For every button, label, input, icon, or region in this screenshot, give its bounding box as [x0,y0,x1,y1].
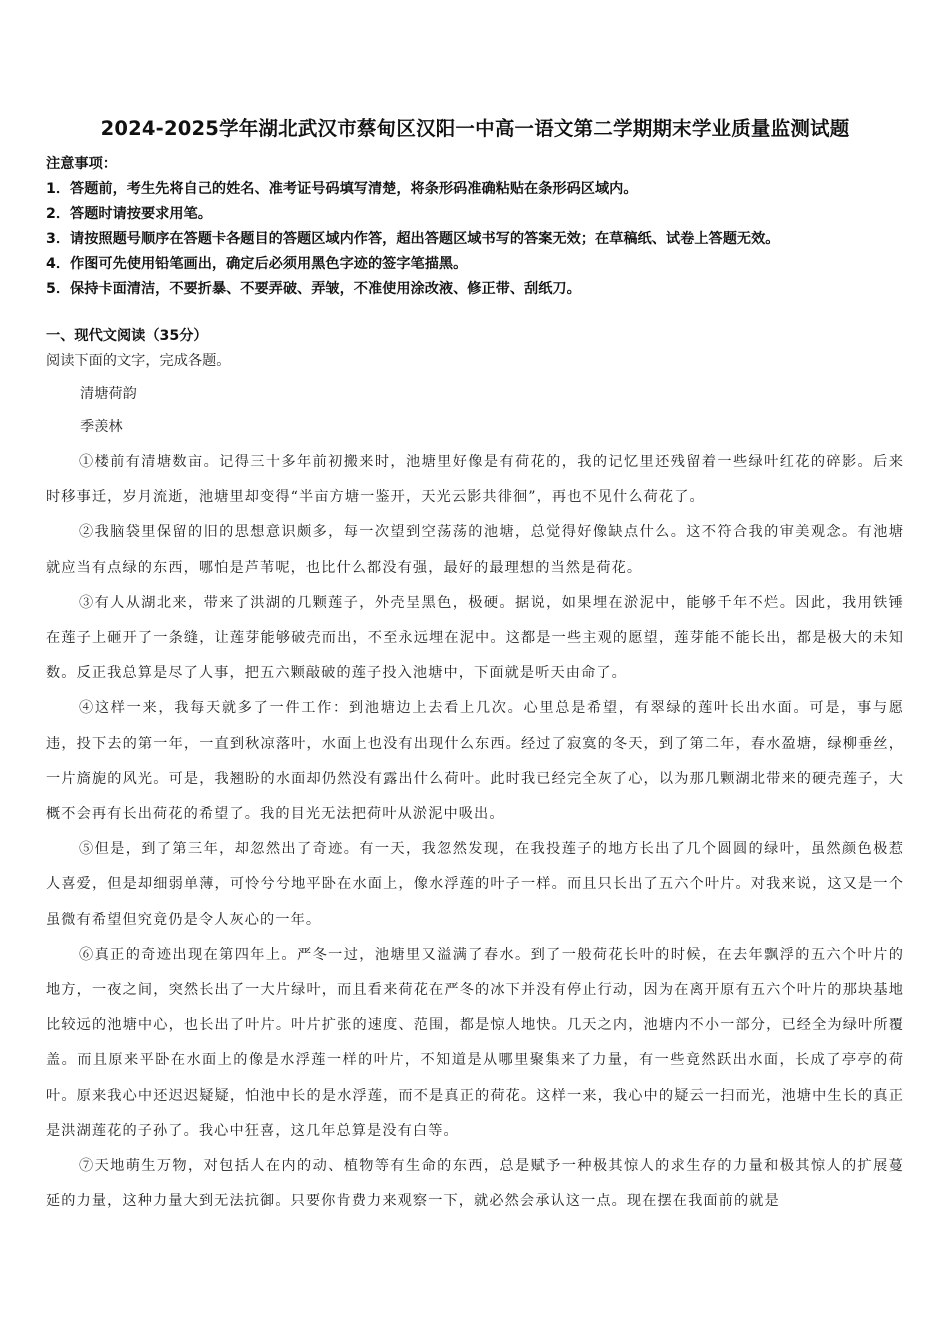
article-paragraph: ⑤但是，到了第三年，却忽然出了奇迹。有一天，我忽然发现，在我投莲子的地方长出了几个圆圆的绿叶，虽然颜色极惹人喜爱，但是却细弱单薄，可怜兮兮地平卧在水面上，像水浮莲的叶子一样。而且只长出了五六个叶片。对我来说，这又是一个虽微有希望但究竟仍是令人灰心的一年。 [46,841,904,928]
article-paragraph: ④这样一来，我每天就多了一件工作：到池塘边上去看上几次。心里总是希望，有翠绿的莲叶长出水面。可是，事与愿违，投下去的第一年，一直到秋凉落叶，水面上也没有出现什么东西。经过了寂寞的冬天，到了第二年，春水盈塘，绿柳垂丝，一片旖旎的风光。可是，我翘盼的水面却仍然没有露出什么荷叶。此时我已经完全灰了心，以为那几颗湖北带来的硬壳莲子，大概不会再有长出荷花的希望了。我的目光无法把荷叶从淤泥中吸出。 [46,700,904,823]
article-paragraph: ②我脑袋里保留的旧的思想意识颇多，每一次望到空荡荡的池塘，总觉得好像缺点什么。这不符合我的审美观念。有池塘就应当有点绿的东西，哪怕是芦苇呢，也比什么都没有强，最好的最理想的当然是荷花。 [46,524,904,576]
page-title: 2024-2025学年湖北武汉市蔡甸区汉阳一中高一语文第二学期期末学业质量监测试题 [100,117,850,140]
notice-item: 4．作图可先使用铅笔画出，确定后必须用黑色字迹的签字笔描黑。 [46,256,468,272]
article-title: 清塘荷韵 [80,386,137,402]
notice-item: 2．答题时请按要求用笔。 [46,206,212,222]
article-paragraph: ⑦天地萌生万物，对包括人在内的动、植物等有生命的东西，总是赋予一种极其惊人的求生存的力量和极其惊人的扩展蔓延的力量，这种力量大到无法抗御。只要你肯费力来观察一下，就必然会承认这一点。现在摆在我面前的就是 [46,1158,904,1210]
article-body [46,445,904,1219]
notice-heading: 注意事项： [46,156,117,172]
article-paragraph: ①楼前有清塘数亩。记得三十多年前初搬来时，池塘里好像是有荷花的，我的记忆里还残留着一些绿叶红花的碎影。后来时移事迁，岁月流逝，池塘里却变得“半亩方塘一鉴开，天光云影共徘徊”，再也不见什么荷花了。 [46,454,904,506]
notice-item: 1．答题前，考生先将自己的姓名、准考证号码填写清楚，将条形码准确粘贴在条形码区域内。 [46,181,638,197]
article-author: 季羡林 [80,419,123,435]
notice-block [46,152,916,302]
notice-item: 5．保持卡面清洁，不要折暴、不要弄破、弄皱，不准使用涂改液、修正带、刮纸刀。 [46,281,581,297]
notice-item: 3．请按照题号顺序在答题卡各题目的答题区域内作答，超出答题区域书写的答案无效；在草稿纸、试卷上答题无效。 [46,231,780,247]
reading-instruction: 阅读下面的文字，完成各题。 [46,353,231,369]
article-paragraph: ③有人从湖北来，带来了洪湖的几颗莲子，外壳呈黑色，极硬。据说，如果埋在淤泥中，能够千年不烂。因此，我用铁锤在莲子上砸开了一条缝，让莲芽能够破壳而出，不至永远埋在泥中。这都是一些主观的愿望，莲芽能不能长出，都是极大的未知数。反正我总算是尽了人事，把五六颗敲破的莲子投入池塘中，下面就是听天由命了。 [46,594,904,682]
section-heading: 一、现代文阅读（35分） [46,328,208,344]
article-paragraph: ⑥真正的奇迹出现在第四年上。严冬一过，池塘里又溢满了春水。到了一般荷花长叶的时候，在去年飘浮的五六个叶片的地方，一夜之间，突然长出了一大片绿叶，而且看来荷花在严冬的冰下并没有停止行动，因为在离开原有五六个叶片的那块基地比较远的池塘中心，也长出了叶片。叶片扩张的速度、范围，都是惊人地快。几天之内，池塘内不小一部分，已经全为绿叶所覆盖。而且原来平卧在水面上的像是水浮莲一样的叶片，不知道是从哪里聚集来了力量，有一些竟然跃出水面，长成了亭亭的荷叶。原来我心中还迟迟疑疑，怕池中长的是水浮莲，而不是真正的荷花。这样一来，我心中的疑云一扫而光，池塘中生长的真正是洪湖莲花的子孙了。我心中狂喜，这几年总算是没有白等。 [46,946,904,1139]
